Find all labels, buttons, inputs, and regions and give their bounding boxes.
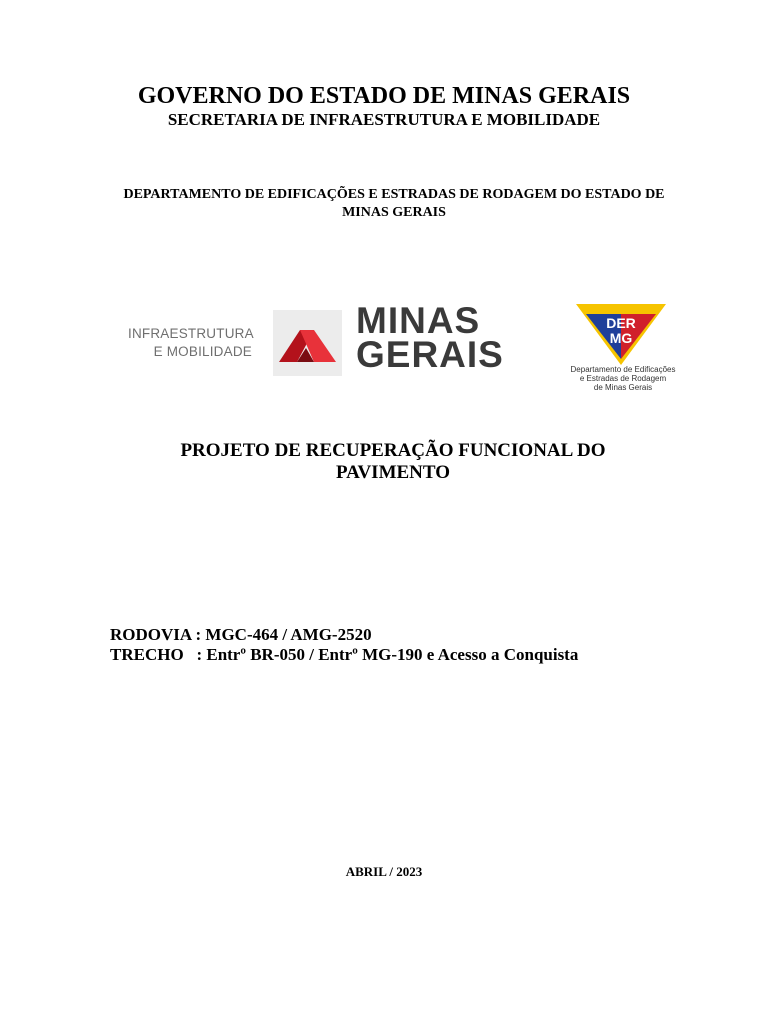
minas-gerais-word-line1: MINAS bbox=[356, 300, 481, 341]
der-logo-top-text: DER bbox=[606, 315, 636, 331]
minas-gerais-word-line2: GERAIS bbox=[356, 334, 504, 375]
document-date: ABRIL / 2023 bbox=[345, 864, 423, 879]
der-logo-bottom-text: MG bbox=[609, 330, 633, 346]
infra-logo-line2: E MOBILIDADE bbox=[153, 344, 252, 359]
der-caption-line3: de Minas Gerais bbox=[593, 383, 653, 392]
infraestrutura-mobilidade-logo bbox=[128, 325, 252, 361]
logo-row bbox=[0, 298, 768, 394]
trecho-label: TRECHO bbox=[110, 645, 184, 664]
infra-logo-line1: INFRAESTRUTURA bbox=[128, 326, 254, 341]
project-title: PROJETO DE RECUPERAÇÃO FUNCIONAL DO PAVIMENTO bbox=[180, 440, 606, 483]
rodovia-label: RODOVIA bbox=[110, 625, 192, 644]
department-title: DEPARTAMENTO DE EDIFICAÇÕES E ESTRADAS DE RODAGEM DO ESTADO DE MINAS GERAIS bbox=[123, 187, 665, 220]
der-mg-logo-caption bbox=[566, 365, 680, 392]
minas-gerais-symbol-icon bbox=[273, 310, 342, 376]
der-caption-line2: e Estradas de Rodagem bbox=[579, 374, 667, 383]
government-title: GOVERNO DO ESTADO DE MINAS GERAIS bbox=[137, 83, 631, 109]
trecho-line bbox=[110, 645, 578, 665]
trecho-value: : Entrº BR-050 / Entrº MG-190 e Acesso a Conquista bbox=[196, 645, 579, 664]
rodovia-value: : MGC-464 / AMG-2520 bbox=[195, 625, 372, 644]
rodovia-line bbox=[110, 625, 372, 645]
der-caption-line1: Departamento de Edificações bbox=[570, 365, 676, 374]
minas-gerais-wordmark bbox=[356, 300, 504, 375]
secretariat-title: SECRETARIA DE INFRAESTRUTURA E MOBILIDADE bbox=[167, 110, 601, 129]
